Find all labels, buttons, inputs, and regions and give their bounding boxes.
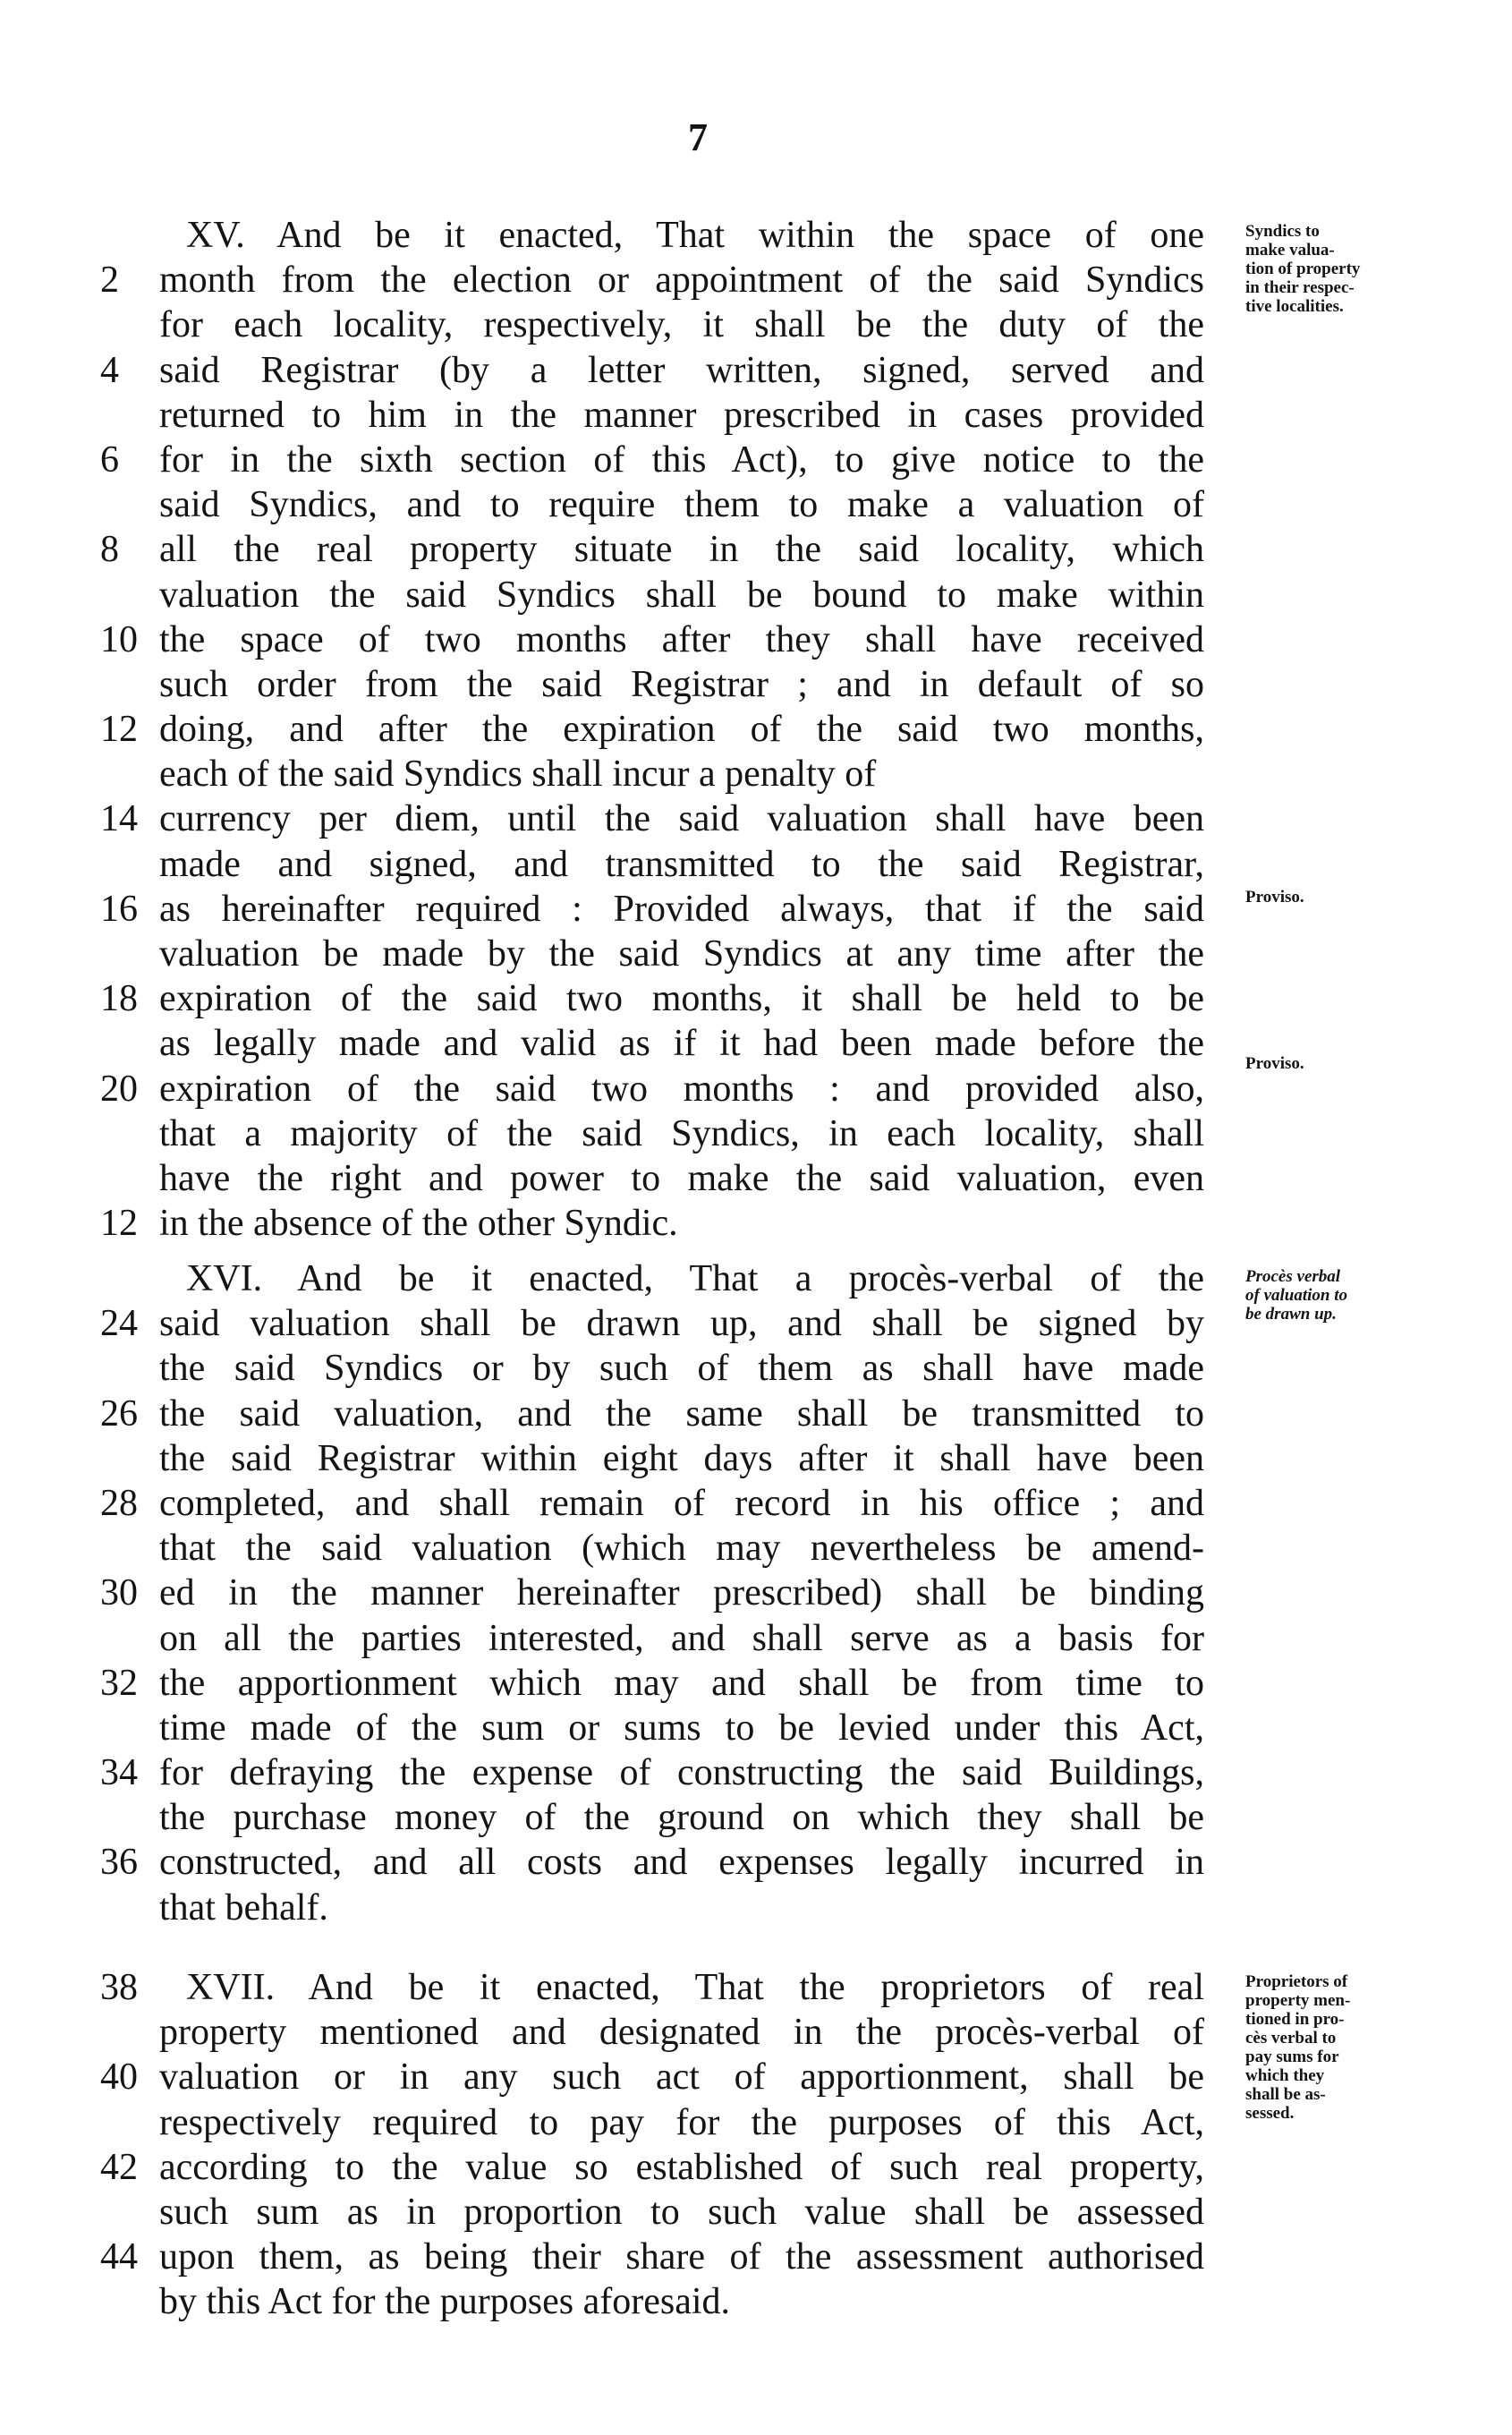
line-number: 44	[100, 2236, 138, 2278]
line-number: 40	[100, 2056, 138, 2099]
line-number: 12	[100, 709, 138, 751]
text-line	[0, 573, 1512, 617]
text-line	[0, 1616, 1512, 1661]
text-line	[0, 348, 1512, 393]
text-line	[0, 1201, 1512, 1246]
line-text: each of the said Syndics shall incur a penalty of	[159, 753, 877, 796]
text-line	[0, 1526, 1512, 1571]
line-text: the said Syndics or by such of them as shall have made	[159, 1348, 1204, 1390]
text-line	[0, 932, 1512, 976]
line-text: according to the value so established of such real property,	[159, 2146, 1204, 2188]
section-xv	[0, 213, 1512, 1246]
text-line	[0, 1706, 1512, 1750]
line-text: said valuation shall be drawn up, and shall be signed by	[159, 1303, 1204, 1345]
margin-note: Proviso.	[1245, 1054, 1304, 1073]
text-line	[0, 1481, 1512, 1526]
line-number: 24	[100, 1303, 138, 1345]
text-line	[0, 752, 1512, 796]
text-line	[0, 1571, 1512, 1615]
line-number: 36	[100, 1842, 138, 1884]
line-number: 28	[100, 1482, 138, 1524]
text-line	[0, 796, 1512, 841]
line-text: as hereinafter required : Provided always, that if the said	[159, 888, 1204, 930]
line-text: ed in the manner hereinafter prescribed) shall be binding	[159, 1572, 1204, 1614]
text-line	[0, 1392, 1512, 1436]
text-line	[0, 707, 1512, 752]
text-line	[0, 1795, 1512, 1840]
line-text: the space of two months after they shall have received	[159, 618, 1204, 660]
line-text: all the real property situate in the said locality, which	[159, 529, 1204, 571]
text-line	[0, 393, 1512, 438]
line-text: month from the election or appointment of the said Syndics	[159, 260, 1204, 302]
text-line	[0, 842, 1512, 887]
line-number: 4	[100, 349, 119, 391]
line-number: 8	[100, 529, 119, 571]
line-text: that the said valuation (which may nevertheless be amend-	[159, 1528, 1204, 1570]
line-number: 12	[100, 1203, 138, 1245]
margin-note: Proprietors of property men- tioned in pro- cès verbal to pay sums for which they shall be as- sessed.	[1245, 1972, 1351, 2123]
text-line	[0, 662, 1512, 707]
text-line	[0, 1840, 1512, 1885]
text-line	[0, 438, 1512, 482]
page-number: 7	[688, 115, 708, 159]
line-text: that a majority of the said Syndics, in each locality, shall	[159, 1112, 1204, 1154]
line-text: that behalf.	[159, 1886, 328, 1928]
text-line	[0, 482, 1512, 527]
line-text: valuation or in any such act of apportionment, shall be	[159, 2056, 1204, 2099]
line-text: XVII. And be it enacted, That the proprietors of real	[186, 1967, 1204, 2008]
line-text: time made of the sum or sums to be levied under this Act,	[159, 1707, 1204, 1749]
line-text: currency per diem, until the said valuation shall have been	[159, 798, 1204, 840]
section-xvi	[0, 1256, 1512, 1930]
line-number: 16	[100, 888, 138, 930]
margin-note: Proviso.	[1245, 888, 1304, 907]
line-text: by this Act for the purposes aforesaid.	[159, 2281, 731, 2323]
line-text: XV. And be it enacted, That within the space of one	[186, 215, 1204, 256]
line-text: said Registrar (by a letter written, signed, served and	[159, 349, 1204, 391]
line-text: on all the parties interested, and shall serve as a basis for	[159, 1617, 1204, 1659]
text-line	[0, 1886, 1512, 1930]
line-number: 14	[100, 798, 138, 840]
line-number: 20	[100, 1068, 138, 1110]
line-number: 38	[100, 1967, 138, 2008]
line-number: 2	[100, 260, 119, 302]
line-number: 30	[100, 1572, 138, 1614]
line-number: 18	[100, 978, 138, 1020]
text-line	[0, 1436, 1512, 1481]
line-number: 26	[100, 1392, 138, 1435]
line-text: expiration of the said two months, it shall be held to be	[159, 978, 1204, 1020]
margin-note: Syndics to make valua- tion of property in their respec- tive localities.	[1245, 222, 1361, 316]
text-line	[0, 2279, 1512, 2324]
line-text: in the absence of the other Syndic.	[159, 1203, 678, 1245]
line-text: respectively required to pay for the purposes of this Act,	[159, 2101, 1204, 2143]
line-text: for each locality, respectively, it shall be the duty of the	[159, 304, 1204, 346]
line-text: for defraying the expense of constructing the said Buildings,	[159, 1752, 1204, 1794]
line-text: such order from the said Registrar ; and in default of so	[159, 663, 1204, 705]
line-text: valuation the said Syndics shall be bound to make within	[159, 574, 1204, 616]
text-line	[0, 1750, 1512, 1795]
line-text: constructed, and all costs and expenses legally incurred in	[159, 1842, 1204, 1884]
line-text: the said Registrar within eight days after it shall have been	[159, 1437, 1204, 1479]
line-text: completed, and shall remain of record in his office ; and	[159, 1482, 1204, 1524]
text-line	[0, 1111, 1512, 1156]
line-text: said Syndics, and to require them to make a valuation of	[159, 484, 1204, 526]
line-number: 32	[100, 1662, 138, 1704]
line-text: made and signed, and transmitted to the said Registrar,	[159, 843, 1204, 885]
line-text: upon them, as being their share of the assessment authorised	[159, 2236, 1204, 2278]
line-text: the said valuation, and the same shall be transmitted to	[159, 1392, 1204, 1435]
line-text: for in the sixth section of this Act), to give notice to the	[159, 438, 1204, 481]
line-text: such sum as in proportion to such value shall be assessed	[159, 2191, 1204, 2233]
text-line	[0, 976, 1512, 1021]
line-text: XVI. And be it enacted, That a procès-verbal of the	[186, 1258, 1204, 1299]
text-line	[0, 1067, 1512, 1111]
line-text: the apportionment which may and shall be from time to	[159, 1662, 1204, 1704]
line-text: doing, and after the expiration of the said two months,	[159, 709, 1204, 751]
line-text: expiration of the said two months : and provided also,	[159, 1068, 1204, 1110]
line-number: 42	[100, 2146, 138, 2188]
text-line	[0, 617, 1512, 662]
text-line	[0, 2235, 1512, 2279]
text-line	[0, 1346, 1512, 1391]
text-line	[0, 1661, 1512, 1706]
line-text: property mentioned and designated in the procès-verbal of	[159, 2012, 1204, 2054]
line-text: valuation be made by the said Syndics at any time after the	[159, 933, 1204, 975]
text-line	[0, 1156, 1512, 1201]
text-line	[0, 2190, 1512, 2235]
line-text: returned to him in the manner prescribed in cases provided	[159, 394, 1204, 436]
text-line	[0, 2145, 1512, 2190]
line-number: 6	[100, 438, 119, 481]
line-text: as legally made and valid as if it had been made before the	[159, 1023, 1204, 1065]
line-number: 34	[100, 1752, 138, 1794]
line-text: the purchase money of the ground on which they shall be	[159, 1797, 1204, 1839]
text-line	[0, 527, 1512, 572]
margin-note: Procès verbal of valuation to be drawn up.	[1245, 1267, 1348, 1324]
line-text: have the right and power to make the said valuation, even	[159, 1157, 1204, 1199]
line-number: 10	[100, 618, 138, 660]
